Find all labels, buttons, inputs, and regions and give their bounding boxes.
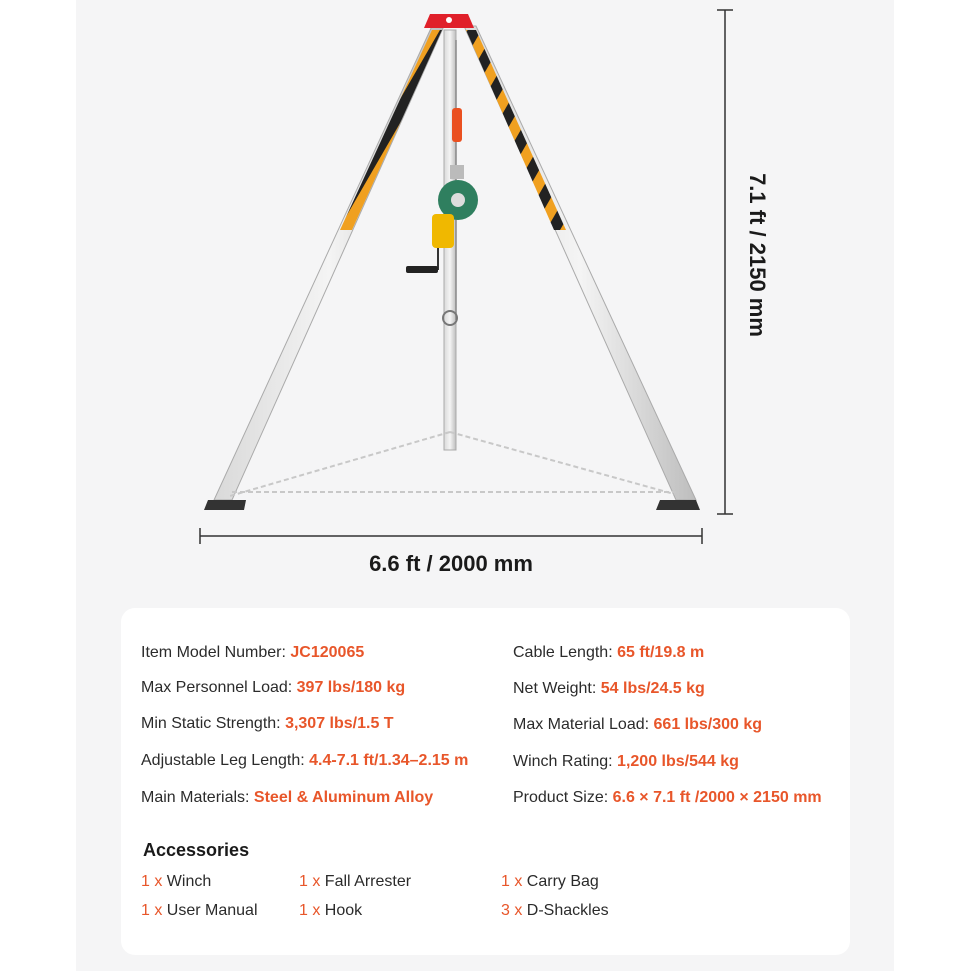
right-foot (656, 500, 700, 510)
spec-max-personnel-load (141, 679, 405, 697)
accessory-qty: 1 x (141, 902, 167, 919)
spec-value: 3,307 lbs/1.5 T (285, 715, 394, 732)
spec-winch-rating (513, 753, 739, 771)
spec-label: Product Size: (513, 789, 613, 806)
spec-value: 6.6 × 7.1 ft /2000 × 2150 mm (612, 789, 822, 806)
height-label: 7.1 ft / 2150 mm (745, 173, 770, 337)
spec-main-materials (141, 789, 433, 807)
accessory-name: Fall Arrester (324, 873, 412, 890)
accessory-qty: 3 x (501, 902, 527, 919)
spec-label: Cable Length: (513, 644, 618, 661)
spec-label: Adjustable Leg Length: (141, 752, 310, 769)
spec-label: Max Personnel Load: (141, 679, 297, 696)
right-leg (464, 26, 696, 500)
spec-value: JC120065 (290, 644, 365, 661)
accessory-item (501, 902, 609, 920)
spec-value: 1,200 lbs/544 kg (617, 753, 739, 770)
spec-value: 661 lbs/300 kg (653, 716, 763, 733)
red-strap (452, 108, 462, 142)
height-dimension-line (717, 10, 733, 514)
accessory-name: Carry Bag (526, 873, 599, 890)
spec-label: Main Materials: (141, 789, 254, 806)
width-label: 6.6 ft / 2000 mm (369, 551, 533, 576)
spec-value: 65 ft/19.8 m (617, 644, 705, 661)
spec-label: Net Weight: (513, 680, 601, 697)
spec-adjustable-leg-length (141, 752, 468, 770)
accessory-item (299, 902, 362, 920)
spec-label: Winch Rating: (513, 753, 618, 770)
spec-model-number (141, 644, 364, 662)
spec-label: Item Model Number: (141, 644, 291, 661)
accessory-item (141, 902, 258, 920)
spec-value: 54 lbs/24.5 kg (600, 680, 705, 697)
accessory-qty: 1 x (141, 873, 167, 890)
spec-product-size (513, 789, 822, 807)
spec-value: Steel & Aluminum Alloy (253, 789, 434, 806)
accessory-qty: 1 x (299, 873, 325, 890)
spec-label: Min Static Strength: (141, 715, 286, 732)
accessory-item (501, 873, 599, 891)
left-leg (214, 26, 444, 500)
spec-net-weight (513, 680, 705, 698)
spec-min-static-strength (141, 715, 394, 733)
accessory-name: D-Shackles (526, 902, 609, 919)
accessory-name: User Manual (166, 902, 258, 919)
left-foot (204, 500, 246, 510)
width-dimension-line (200, 528, 702, 544)
accessory-item (299, 873, 411, 891)
accessory-name: Hook (324, 902, 363, 919)
spec-value: 397 lbs/180 kg (296, 679, 406, 696)
accessories-title: Accessories (143, 840, 250, 860)
spec-label: Max Material Load: (513, 716, 654, 733)
accessory-qty: 1 x (299, 902, 325, 919)
spec-value: 4.4-7.1 ft/1.34–2.15 m (309, 752, 469, 769)
spec-cable-length (513, 644, 704, 662)
accessory-item (141, 873, 211, 891)
spec-max-material-load (513, 716, 762, 734)
accessory-name: Winch (166, 873, 212, 890)
accessory-qty: 1 x (501, 873, 527, 890)
